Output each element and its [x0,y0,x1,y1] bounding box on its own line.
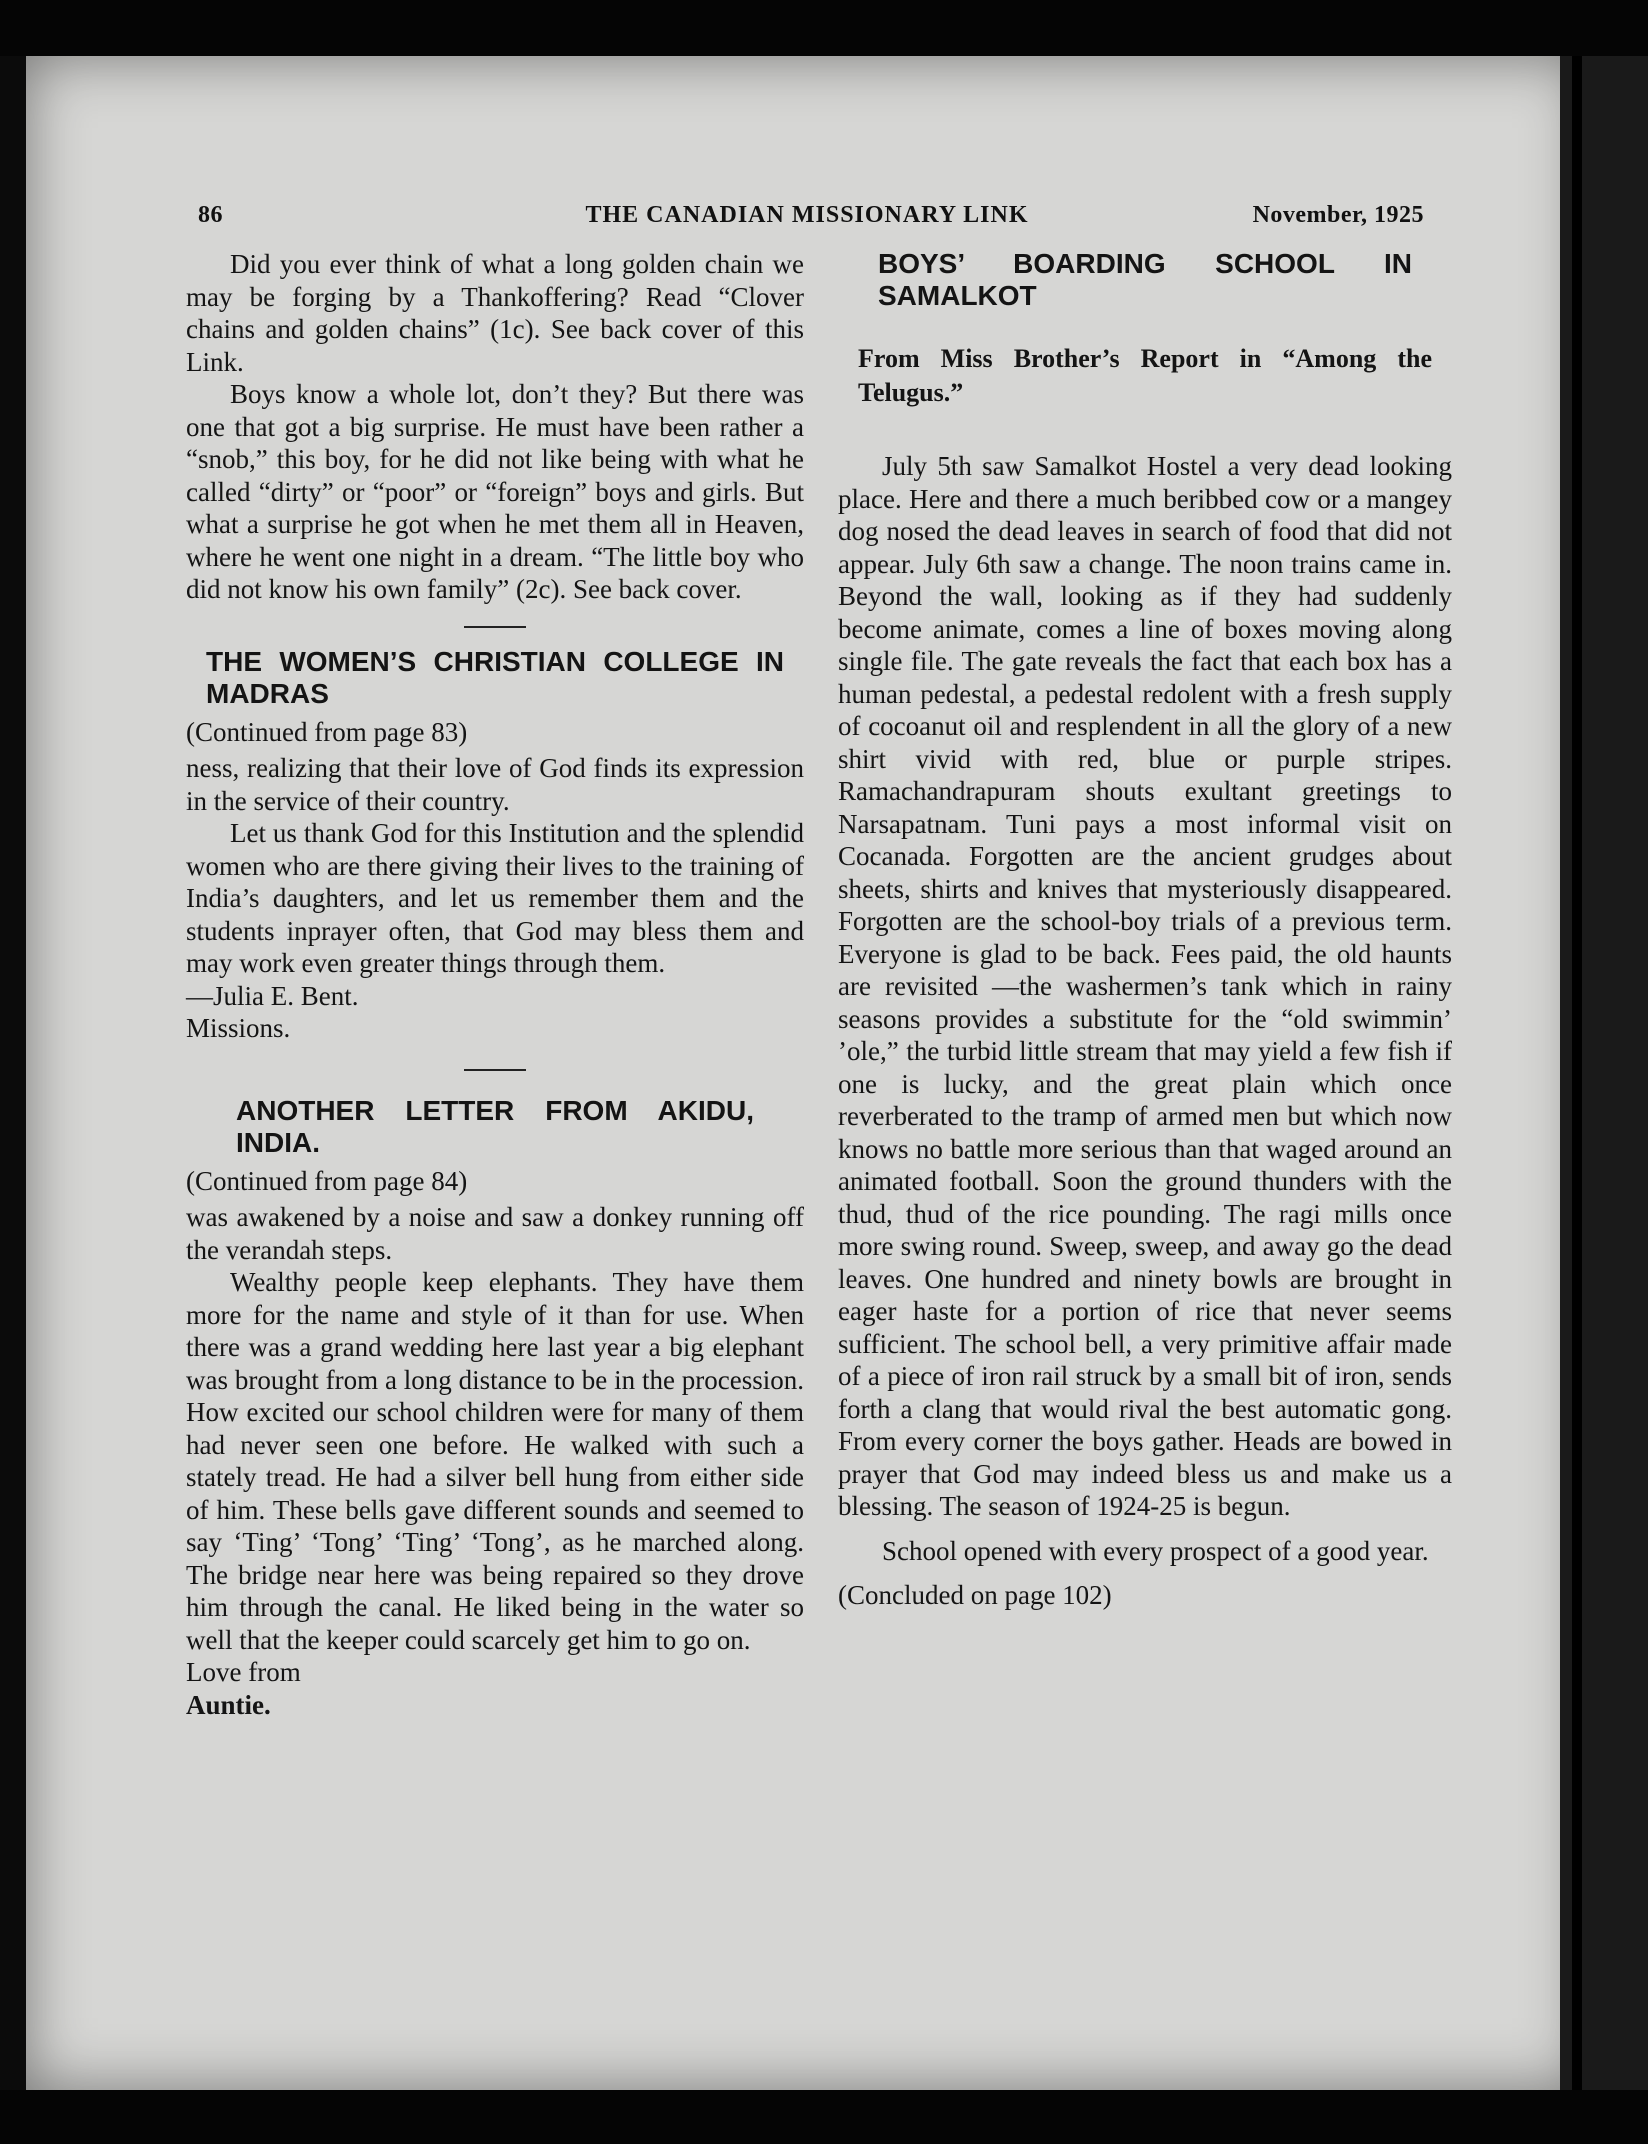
intro-paragraph: Boys know a whole lot, don’t they? But there was one that got a big surprise. He must have been rather a “snob,” this boy, for he did not like being with what he called “dirty” or “poor” or “foreign” boys and girls. But what a surprise he got when he met them all in Heaven, where he went one night in a dream. “The little boy who did not know his own family” (2c). See back cover. [186,379,804,604]
article-paragraph: Wealthy people keep elephants. They have them more for the name and style of it than for use. When there was a grand wedding here last year a big elephant was brought from a long distance to be in the procession. How excited our school children were for many of them had never seen one before. He walked with such a stately tread. He had a silver bell hung from either side of him. These bells gave different sounds and seemed to say ‘Ting’ ‘Tong’ ‘Ting’ ‘Tong’, as he marched along. The bridge near here was being repaired so they drove him through the canal. He liked being in the water so well that the keeper could scarcely get him to go on. [186,1267,804,1655]
section-divider [464,626,526,628]
article-title: THE WOMEN’S CHRISTIAN COLLEGE IN MADRAS [206,645,784,709]
letter-signature: Auntie. [186,1689,271,1720]
left-column [186,248,804,1721]
intro-paragraph: Did you ever think of what a long golden chain we may be forging by a Thankoffering? Read “Clover chains and golden chains” (1c). See back cover of this Link. [186,249,804,377]
scan-border-bottom [0,2090,1648,2144]
article-subtitle: From Miss Brother’s Report in “Among the Telugus.” [858,344,1432,407]
journal-title: THE CANADIAN MISSIONARY LINK [585,202,1029,228]
running-header [190,202,1424,236]
concluded-note: (Concluded on page 102) [838,1580,1112,1610]
right-column [838,248,1452,1612]
continued-note: (Continued from page 84) [186,1165,468,1196]
article-paragraph: Let us thank God for this Institution and the splendid women who are there giving their lives to the training of India’s daughters, and let us remember them and the students inprayer often, that God may bless them and may work even greater things through them. [186,818,804,978]
article-paragraph: was awakened by a noise and saw a donkey running off the verandah steps. [186,1202,804,1265]
article-paragraph: ness, realizing that their love of God finds its expression in the service of their country. [186,753,804,816]
article-signature: —Julia E. Bent. [186,980,359,1011]
page-edge-line [1572,56,1582,2090]
article-title: BOYS’ BOARDING SCHOOL IN SAMALKOT [878,248,1412,311]
article-paragraph: School opened with every prospect of a good year. [882,1535,1429,1566]
issue-date: November, 1925 [1252,202,1424,228]
letter-closing: Love from [186,1657,301,1687]
article-paragraph: July 5th saw Samalkot Hostel a very dead looking place. Here and there a much beribbed cow or a mangey dog nosed the dead leaves in search of food that did not appear. July 6th saw a change. The noon trains came in. Beyond the wall, looking as if they had suddenly become animate, comes a line of boxes moving along single file. The gate reveals the fact that each box has a human pedestal, a pedestal redolent with a fresh supply of cocoanut oil and resplendent in all the glory of a new shirt vivid with red, blue or purple stripes. Ramachandrapuram shouts exultant greetings to Narsapatnam. Tuni pays a most informal visit on Cocanada. Forgotten are the ancient grudges about sheets, shirts and knives that mysteriously disappeared. Forgotten are the school-boy trials of a previous term. Everyone is glad to be back. Fees paid, the old haunts are revisited —the washermen’s tank which in rainy seasons provides a substitute for the “old swimmin’ ’ole,” the turbid little stream that may yield a few fish if one is lucky, and the great plain which once reverberated to the tramp of armed men but which now knows no battle more serious than that waged around an animated football. Soon the ground thunders with the thud, thud of the rice pounding. The ragi mills once more swing round. Sweep, sweep, and away go the dead leaves. One hundred and ninety bowls are brought in eager haste for a portion of rice that never seems sufficient. The school bell, a very primitive affair made of a piece of iron rail struck by a small bit of iron, sends forth a clang that would rival the best automatic gong. From every corner the boys gather. Heads are bowed in prayer that God may indeed bless us and make us a blessing. The season of 1924-25 is begun. [838,451,1452,1521]
section-divider [464,1069,526,1071]
article-title: ANOTHER LETTER FROM AKIDU, INDIA. [236,1094,754,1158]
article-source: Missions. [186,1013,291,1043]
continued-note: (Continued from page 83) [186,716,468,747]
page-number: 86 [198,202,223,228]
scan-border-top [0,0,1648,56]
